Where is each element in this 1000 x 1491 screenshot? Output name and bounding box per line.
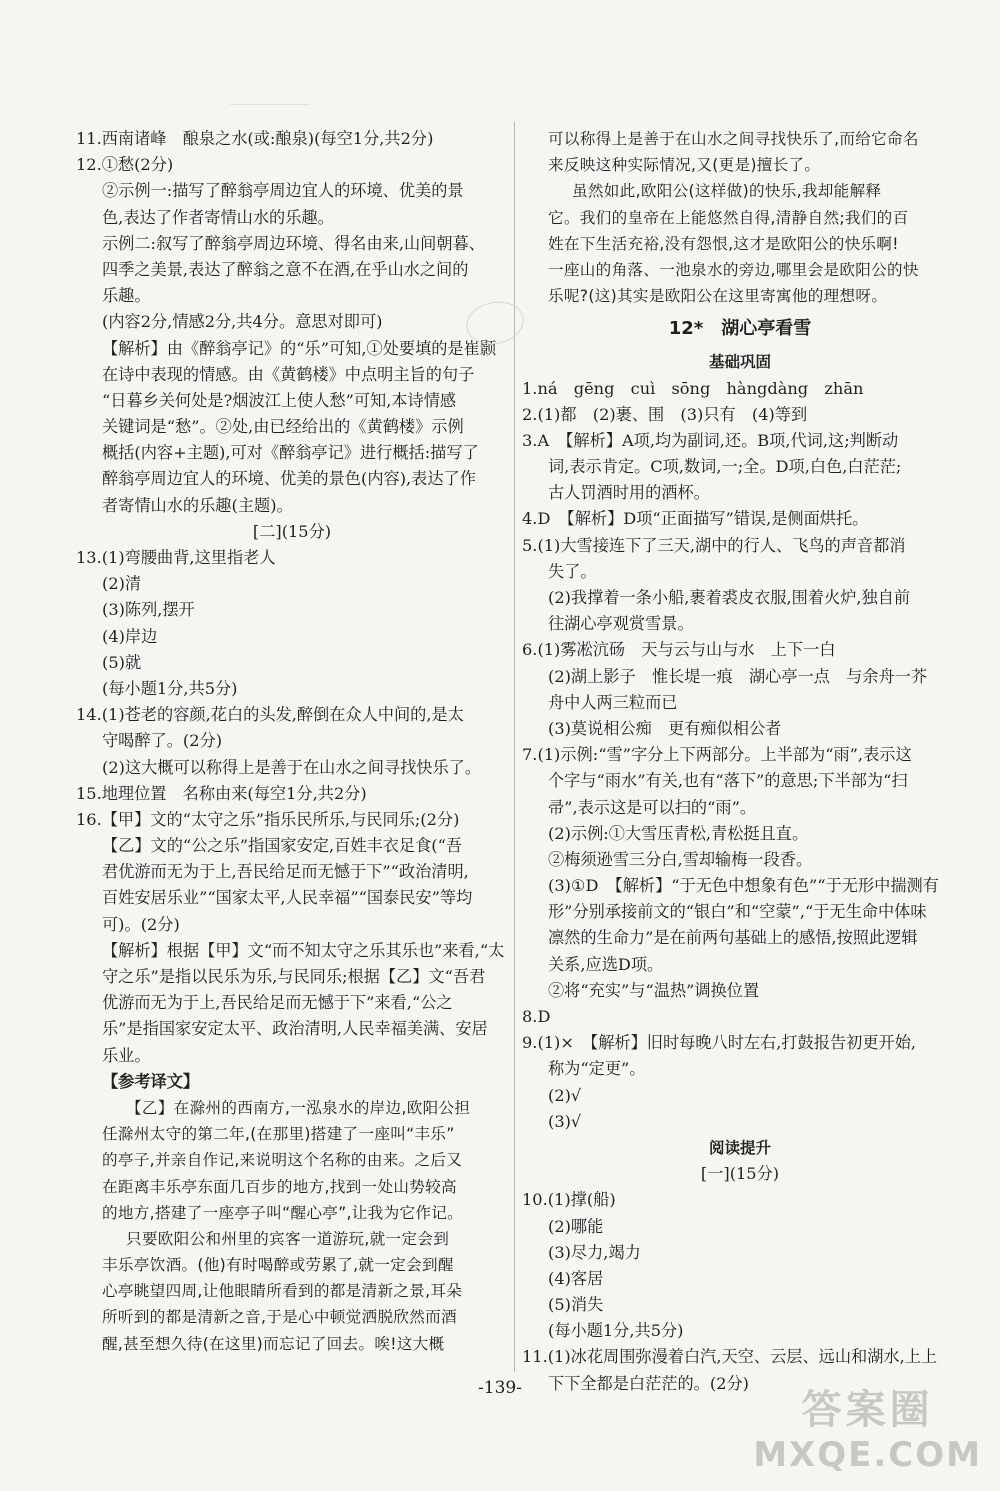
text-line: 9.(1)× 【解析】旧时每晚八时左右,打鼓报告初更开始, bbox=[522, 1033, 917, 1053]
text-line: 【解析】根据【甲】文“而不知太守之乐其乐也”来看,“太 bbox=[102, 940, 505, 960]
text-line: 下下全都是白茫茫的。(2分) bbox=[548, 1373, 749, 1393]
text-line: 14.(1)苍老的容颜,花白的头发,醉倒在众人中间的,是太 bbox=[76, 705, 464, 725]
text-line: 乐”是指国家安定太平、政治清明,人民幸福美满、安居 bbox=[102, 1019, 488, 1039]
text-line: 四季之美景,表达了醉翁之意不在酒,在乎山水之间的 bbox=[102, 259, 469, 279]
text-line: 词,表示肯定。C项,数词,一;全。D项,白色,白茫茫; bbox=[548, 457, 902, 477]
text-line: 只要欧阳公和州里的宾客一道游玩,就一定会到 bbox=[126, 1229, 450, 1248]
text-line: 可)。(2分) bbox=[102, 914, 180, 934]
text-line: 11.(1)冰花周围弥漫着白汽,天空、云层、远山和湖水,上上 bbox=[522, 1347, 938, 1367]
text-line: 在诗中表现的情感。由《黄鹤楼》中点明主旨的句子 bbox=[102, 364, 475, 384]
text-line: 乐呢?(这)其实是欧阳公在这里寄寓他的理想呀。 bbox=[548, 287, 888, 306]
text-line: 形”分别承接前文的“银白”和“空蒙”,“于无生命中体味 bbox=[548, 902, 927, 922]
text-line: (4)岸边 bbox=[102, 626, 158, 646]
subsection-title-reading: 阅读提升 bbox=[708, 1138, 771, 1157]
text-line: (每小题1分,共5分) bbox=[102, 678, 238, 698]
text-line: (3)√ bbox=[548, 1111, 582, 1131]
text-line: 古人罚酒时用的酒杯。 bbox=[548, 483, 710, 503]
text-line: (3)①D 【解析】“于无色中想象有色”“于无形中揣测有 bbox=[548, 876, 939, 896]
text-line: (5)就 bbox=[102, 652, 142, 672]
text-line: 任滁州太守的第二年,(在那里)搭建了一座叫“丰乐” bbox=[102, 1125, 455, 1144]
text-line: (4)客居 bbox=[548, 1268, 604, 1288]
text-line: ②将“充实”与“温热”调换位置 bbox=[548, 980, 760, 1000]
text-line: 关键词是“愁”。②处,由已经给出的《黄鹤楼》示例 bbox=[102, 417, 464, 437]
text-line: (2)湖上影子 惟长堤一痕 湖心亭一点 与余舟一芥 bbox=[548, 666, 928, 686]
basics-answers bbox=[522, 376, 958, 1135]
text-line: (内容2分,情感2分,共4分。意思对即可) bbox=[102, 312, 383, 332]
text-line: 13.(1)弯腰曲背,这里指老人 bbox=[76, 548, 276, 567]
text-line: (3)陈列,摆开 bbox=[102, 600, 195, 620]
text-line: 失了。 bbox=[548, 561, 597, 581]
text-line: (2)√ bbox=[548, 1085, 582, 1105]
text-line: 醉翁亭周边宜人的环境、优美的景色(内容),表达了作 bbox=[102, 469, 476, 489]
text-line: 12.①愁(2分) bbox=[76, 155, 174, 175]
text-line: 关系,应选D项。 bbox=[548, 954, 664, 974]
text-line: 色,表达了作者寄情山水的乐趣。 bbox=[102, 207, 334, 227]
text-line: 【乙】在滁州的西南方,一泓泉水的岸边,欧阳公担 bbox=[126, 1098, 471, 1117]
text-line: 可以称得上是善于在山水之间寻找快乐了,而给它命名 bbox=[548, 130, 919, 148]
text-line: 在距离丰乐亭东面几百步的地方,找到一处山势较高 bbox=[102, 1177, 457, 1196]
watermark-logo bbox=[753, 1378, 982, 1475]
text-line: 6.(1)雾凇沆砀 天与云与山与水 上下一白 bbox=[522, 640, 836, 660]
text-line: (3)莫说相公痴 更有痴似相公者 bbox=[548, 718, 782, 738]
text-line: 1.ná gēng cuì sōng hàngdàng zhān bbox=[522, 378, 864, 398]
left-column bbox=[76, 126, 508, 1357]
watermark-url: MXQE.COM bbox=[753, 1435, 982, 1475]
text-line: 守喝醉了。(2分) bbox=[102, 731, 223, 751]
text-line: 醒,甚至想久待(在这里)而忘记了回去。唉!这大概 bbox=[102, 1334, 445, 1353]
text-line: 【解析】由《醉翁亭记》的“乐”可知,①处要填的是崔颢 bbox=[102, 338, 497, 358]
reading-answers bbox=[522, 1161, 958, 1397]
text-line: 虽然如此,欧阳公(这样做)的快乐,我却能解释 bbox=[572, 182, 882, 201]
text-line: 的亭子,并亲自作记,来说明这个名称的由来。之后又 bbox=[102, 1151, 463, 1170]
text-line: 一座山的角落、一池泉水的旁边,哪里会是欧阳公的快 bbox=[548, 260, 919, 279]
text-line: 3.A 【解析】A项,均为副词,还。B项,代词,这;判断动 bbox=[522, 430, 899, 450]
text-line: 概括(内容+主题),可对《醉翁亭记》进行概括:描写了 bbox=[102, 443, 479, 463]
section-title: 12* 湖心亭看雪 bbox=[668, 318, 812, 340]
text-line: 7.(1)示例:“雪”字分上下两部分。上半部为“雨”,表示这 bbox=[522, 745, 912, 765]
text-line: 的地方,搭建了一座亭子叫“醒心亭”,让我为它作记。 bbox=[102, 1203, 464, 1222]
text-line: 乐业。 bbox=[102, 1045, 151, 1065]
text-line: 4.D 【解析】D项“正面描写”错误,是侧面烘托。 bbox=[522, 509, 869, 529]
text-line: “日暮乡关何处是?烟波江上使人愁”可知,本诗情感 bbox=[102, 390, 457, 410]
text-line: 优游而无为于上,吾民给足而无憾于下”来看,“公之 bbox=[102, 993, 453, 1013]
text-line: (2)示例:①大雪压青松,青松挺且直。 bbox=[548, 823, 809, 843]
text-line: 示例二:叙写了醉翁亭周边环境、得名由来,山间朝暮、 bbox=[102, 233, 485, 253]
text-line: 心亭眺望四周,让他眼睛所看到的都是清新之景,耳朵 bbox=[102, 1282, 463, 1301]
text-line: 2.(1)都 (2)裹、围 (3)只有 (4)等到 bbox=[522, 404, 808, 424]
text-line: 帚”,表示这是可以扫的“雨”。 bbox=[548, 797, 757, 817]
text-line: ②梅须逊雪三分白,雪却输梅一段香。 bbox=[548, 849, 813, 869]
text-line: (2)哪能 bbox=[548, 1216, 604, 1236]
text-line: 称为“定更”。 bbox=[548, 1059, 646, 1079]
text-line: 凛然的生命力”是在前两句基础上的感悟,按照此逻辑 bbox=[548, 928, 918, 948]
text-line: ②示例一:描写了醉翁亭周边宜人的环境、优美的景 bbox=[102, 181, 464, 201]
text-line: 15.地理位置 名称由来(每空1分,共2分) bbox=[76, 783, 367, 803]
translation-continuation bbox=[522, 126, 958, 309]
text-line: 【参考译文】 bbox=[102, 1071, 200, 1091]
text-line: (3)尽力,竭力 bbox=[548, 1242, 641, 1262]
text-line: (5)消失 bbox=[548, 1295, 604, 1315]
text-line: 8.D bbox=[522, 1007, 551, 1026]
text-line: 往湖心亭观赏雪景。 bbox=[548, 614, 694, 634]
text-line: 丰乐亭饮酒。(他)有时喝醉或劳累了,就一定会到醒 bbox=[102, 1256, 454, 1275]
text-line: 守之乐”是指以民乐为乐,与民同乐;根据【乙】文“吾君 bbox=[102, 967, 486, 986]
text-line: 5.(1)大雪接连下了三天,湖中的行人、飞鸟的声音都消 bbox=[522, 535, 906, 555]
page-number: -139- bbox=[478, 1378, 522, 1398]
subsection-title-basics: 基础巩固 bbox=[708, 353, 771, 372]
text-line: (2)这大概可以称得上是善于在山水之间寻找快乐了。 bbox=[102, 757, 482, 777]
text-line: (2)清 bbox=[102, 574, 142, 594]
header-rule bbox=[230, 104, 310, 105]
text-line: (2)我撑着一条小船,裹着裘皮衣服,围着火炉,独自前 bbox=[548, 588, 911, 607]
text-line: 舟中人两三粒而已 bbox=[548, 692, 678, 712]
text-line: 百姓安居乐业”“国家太平,人民幸福”“国泰民安”等均 bbox=[102, 888, 473, 908]
text-line: 来反映这种实际情况,又(更是)擅长了。 bbox=[548, 156, 821, 175]
text-line: (每小题1分,共5分) bbox=[548, 1321, 684, 1341]
text-line: [二](15分) bbox=[252, 521, 332, 541]
text-line: 君优游而无为于上,吾民给足而无憾于下”“政治清明, bbox=[102, 862, 469, 882]
text-line: 者寄情山水的乐趣(主题)。 bbox=[102, 495, 293, 515]
text-line: 乐趣。 bbox=[102, 286, 151, 306]
text-line: 所听到的都是清新之音,于是心中顿觉洒脱欣然而酒 bbox=[102, 1308, 457, 1327]
text-line: 个字与“雨水”有关,也有“落下”的意思;下半部为“扫 bbox=[548, 771, 908, 791]
text-line: 【乙】文的“公之乐”指国家安定,百姓丰衣足食(“吾 bbox=[102, 836, 463, 856]
right-column bbox=[522, 126, 958, 1397]
text-line: 姓在下生活充裕,没有怨恨,这才是欧阳公的快乐啊! bbox=[548, 234, 899, 253]
text-line: 11.西南诸峰 酿泉之水(或:酿泉)(每空1分,共2分) bbox=[76, 129, 434, 148]
watermark-title: 答案圈 bbox=[801, 1387, 934, 1433]
text-line: [一](15分) bbox=[700, 1164, 780, 1184]
text-line: 它。我们的皇帝在上能悠然自得,清静自然;我们的百 bbox=[548, 208, 909, 227]
text-line: 16.【甲】文的“太守之乐”指乐民所乐,与民同乐;(2分) bbox=[76, 809, 460, 829]
text-line: 10.(1)撑(船) bbox=[522, 1190, 616, 1210]
